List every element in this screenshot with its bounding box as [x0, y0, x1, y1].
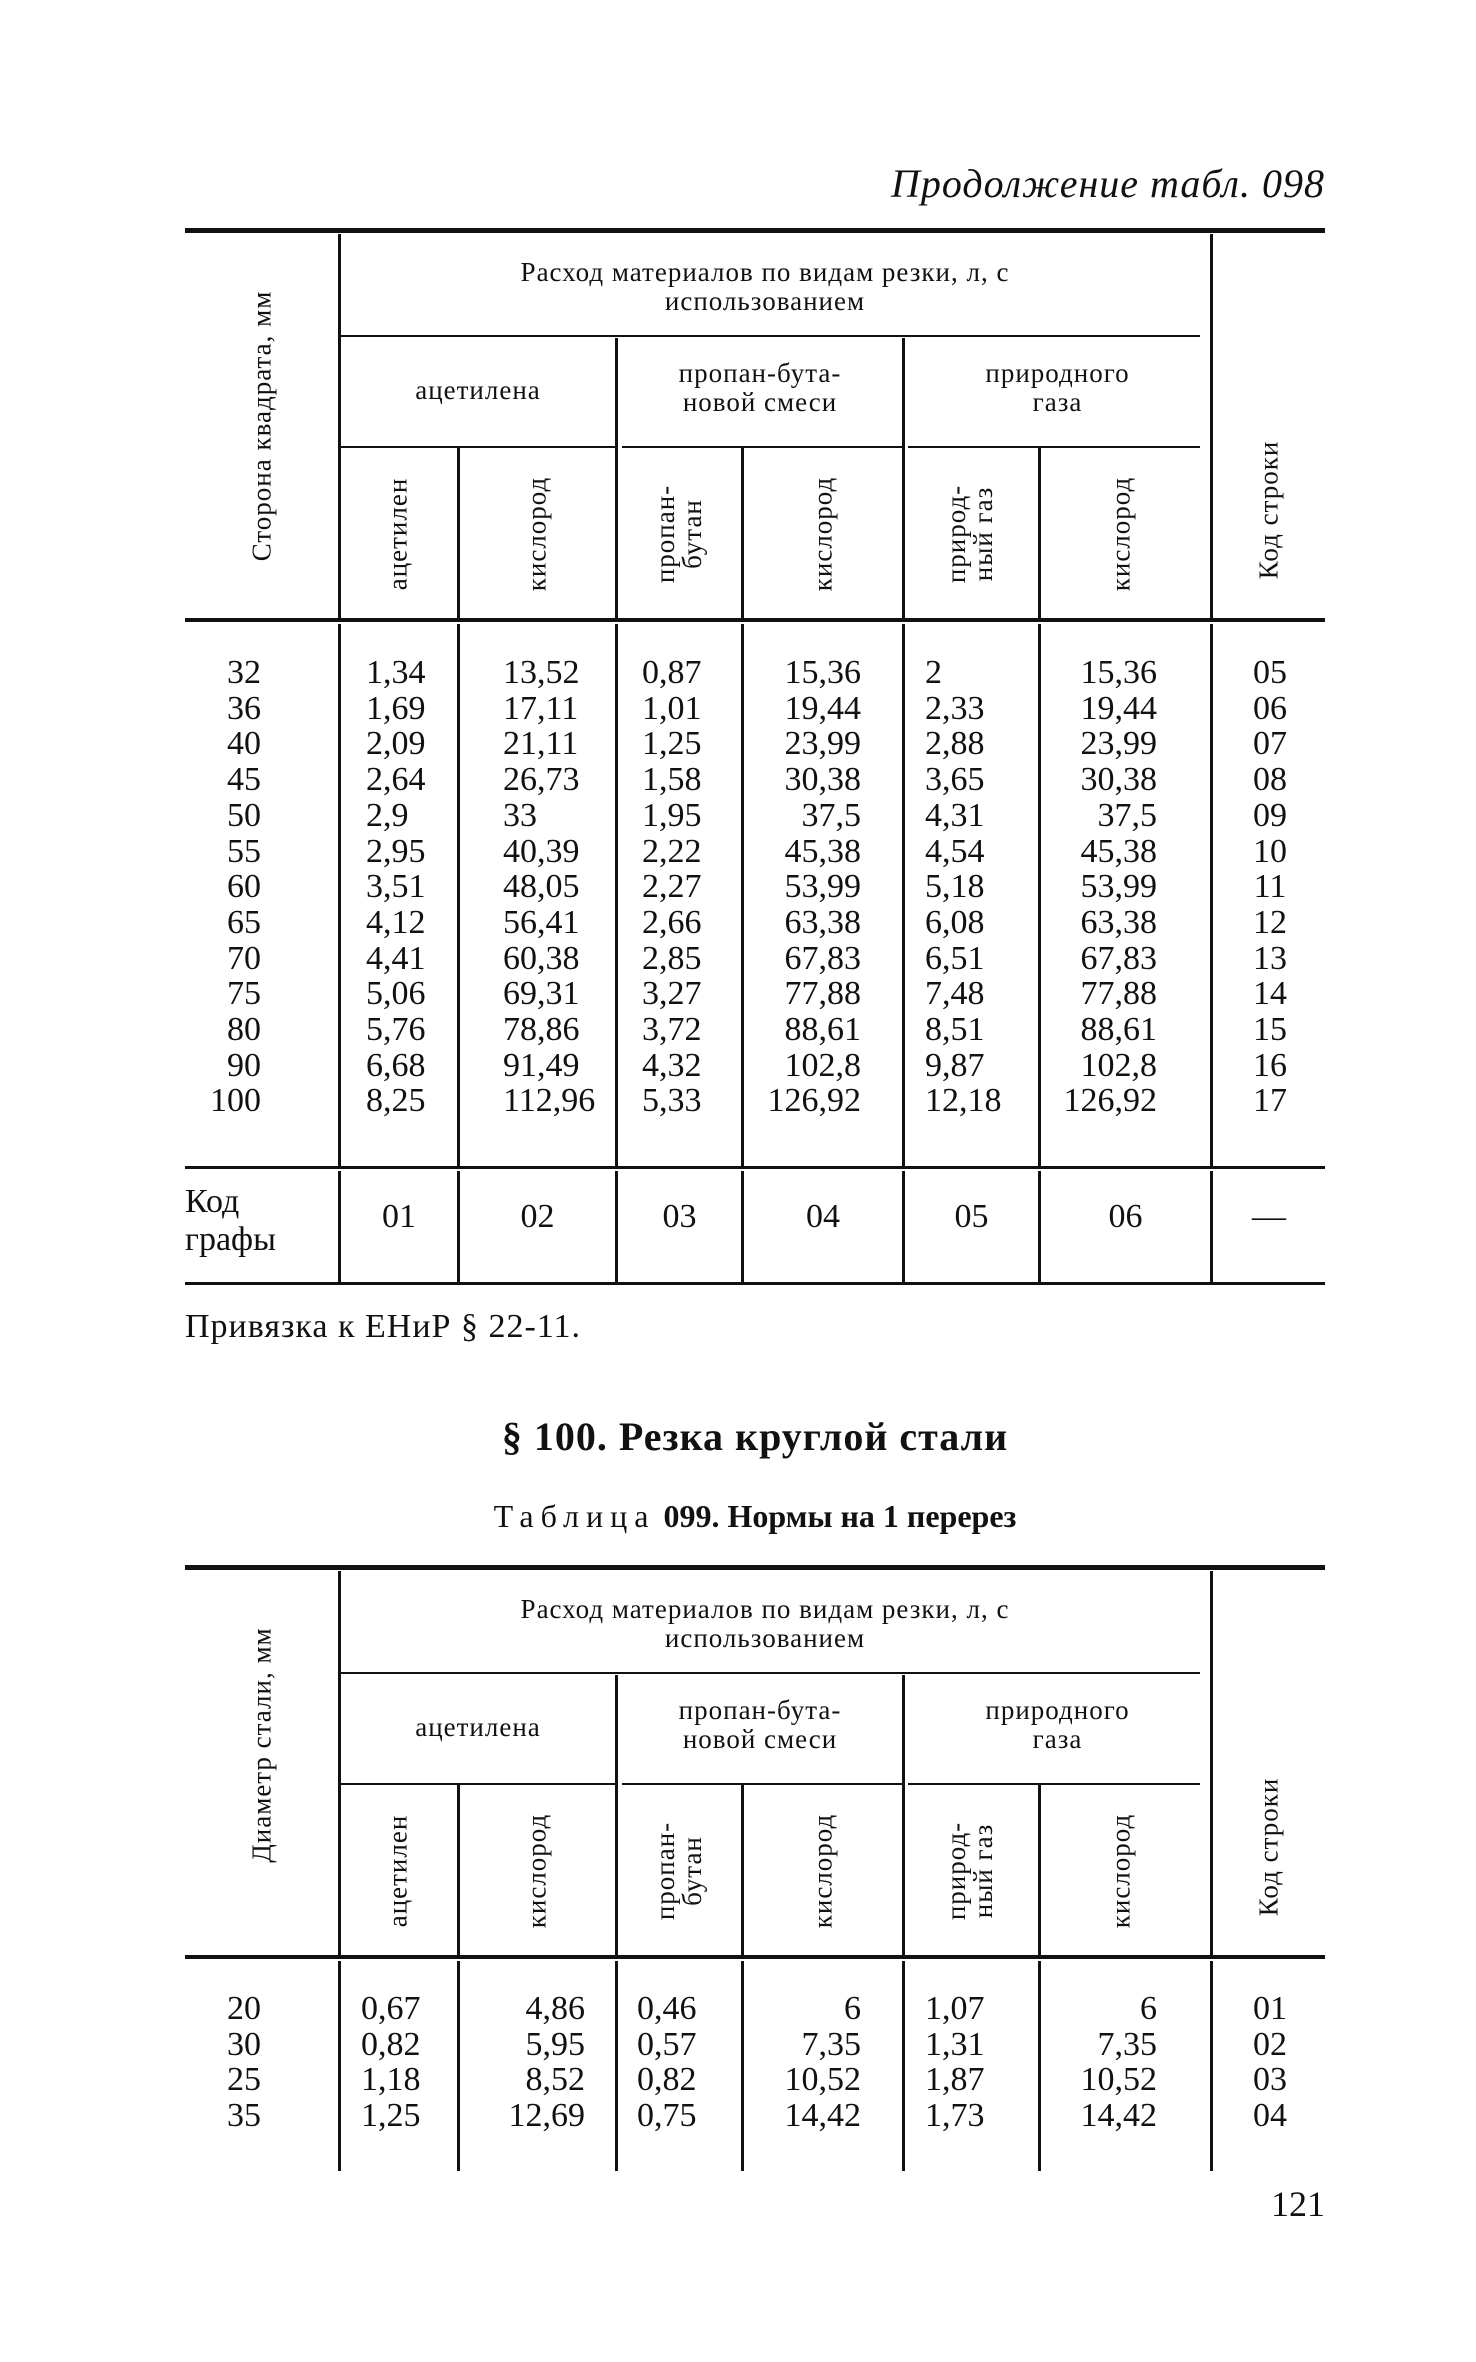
- table-cell: 60: [227, 868, 261, 906]
- table-cell: 03: [1253, 2061, 1287, 2099]
- table-cell: 8,25: [366, 1082, 426, 1120]
- table-cell: 21,11: [503, 725, 579, 763]
- table-cell: 40,39: [503, 832, 580, 870]
- vline-d: [741, 448, 744, 618]
- table-cell: 53,99: [784, 868, 861, 906]
- t2-column-natgas: [925, 1991, 1035, 2134]
- t2-body-vline-f: [1038, 1961, 1041, 2171]
- table-cell: 1,87: [925, 2061, 985, 2099]
- table-bottom-rule: [185, 1282, 1325, 1285]
- table2-top-rule: [185, 1565, 1325, 1570]
- header-bottom-rule: [185, 618, 1325, 622]
- column-oxygen-1: [503, 655, 613, 1119]
- header-col-natgas: природ- ный газ: [941, 484, 998, 584]
- table-cell: 91,49: [503, 1046, 580, 1084]
- table-cell: 2,22: [642, 832, 702, 870]
- table-cell: 9,87: [925, 1046, 985, 1084]
- table-cell: 30,38: [784, 761, 861, 799]
- table-cell: 53,99: [1080, 868, 1157, 906]
- table-cell: 1,07: [925, 1990, 985, 2027]
- footer-code-01: 01: [382, 1198, 416, 1235]
- header-col-oxygen-1: кислород: [521, 476, 552, 592]
- body-vline-a: [338, 624, 341, 1166]
- table-cell: 23,99: [1080, 725, 1157, 763]
- t2-body-vline-e: [902, 1961, 905, 2171]
- table-cell: 25: [227, 2061, 261, 2099]
- table-cell: 7,35: [801, 2025, 861, 2063]
- body-vline-d: [741, 624, 744, 1166]
- table-cell: 6,68: [366, 1046, 426, 1084]
- table-cell: 0,82: [361, 2025, 421, 2063]
- table-cell: 14: [1253, 975, 1287, 1013]
- table-cell: 36: [227, 689, 261, 727]
- table-cell: 14,42: [1080, 2097, 1157, 2135]
- t2-sub-underline-3: [908, 1783, 1200, 1785]
- t2-header-sub-natgas: природного газа: [985, 1695, 1130, 1754]
- t2-body-vline-b: [457, 1961, 460, 2171]
- table-cell: 06: [1253, 689, 1287, 727]
- table-cell: 30: [227, 2025, 261, 2063]
- table-cell: 32: [227, 654, 261, 691]
- table-cell: 02: [1253, 2025, 1287, 2063]
- sub-underline-3: [908, 446, 1200, 448]
- table-cell: 60,38: [503, 939, 580, 977]
- table-cell: 102,8: [784, 1046, 861, 1084]
- table-cell: 102,8: [1080, 1046, 1157, 1084]
- t2-column-diameter: [185, 1991, 261, 2134]
- footer-code-05: 05: [954, 1198, 989, 1235]
- page-number: 121: [1271, 2184, 1325, 2224]
- table-cell: 13: [1253, 939, 1287, 977]
- table-cell: 12,69: [508, 2097, 585, 2135]
- table-cell: 48,05: [503, 868, 580, 906]
- table-cell: 45,38: [1080, 832, 1157, 870]
- header-col-oxygen-3: кислород: [1105, 476, 1136, 592]
- t2-vline-d: [741, 1785, 744, 1955]
- group-underline: [338, 335, 1200, 337]
- table-cell: 2,85: [642, 939, 702, 977]
- header-row-code: Код строки: [1253, 440, 1284, 580]
- body-vline-g: [1210, 624, 1213, 1166]
- header-sub-acetylene: ацетилена: [415, 375, 541, 405]
- footer-code-03: 03: [662, 1198, 697, 1235]
- t2-header-col-natgas: природ- ный газ: [941, 1821, 998, 1921]
- header-side-length: Сторона квадрата, мм: [246, 290, 277, 562]
- table-cell: 6: [1140, 1990, 1157, 2027]
- body-vline-c: [615, 624, 618, 1166]
- header-group: Расход материалов по видам резки, л, с использованием: [520, 257, 1010, 316]
- sub-underline-1: [338, 446, 615, 448]
- table-cell: 19,44: [784, 689, 861, 727]
- table-cell: 55: [227, 832, 261, 870]
- table-cell: 70: [227, 939, 261, 977]
- table-cell: 30,38: [1080, 761, 1157, 799]
- table-cell: 8,51: [925, 1011, 985, 1049]
- table-cell: 69,31: [503, 975, 580, 1013]
- table-cell: 0,67: [361, 1990, 421, 2027]
- table-continuation-caption: Продолжение табл. 098: [890, 161, 1325, 206]
- table-cell: 08: [1253, 761, 1287, 799]
- table-cell: 7,48: [925, 975, 985, 1013]
- sub-underline-2: [622, 446, 902, 448]
- t2-vline-f: [1038, 1785, 1041, 1955]
- footer-code-04: 04: [806, 1198, 840, 1235]
- table-cell: 8,52: [525, 2061, 585, 2099]
- table-cell: 2,95: [366, 832, 426, 870]
- table-cell: 11: [1253, 868, 1287, 906]
- table-cell: 5,76: [366, 1011, 426, 1049]
- vline-g: [1210, 234, 1213, 618]
- table-cell: 67,83: [784, 939, 861, 977]
- table-cell: 45: [227, 761, 261, 799]
- table-cell: 77,88: [1080, 975, 1157, 1013]
- header-col-oxygen-2: кислород: [807, 476, 838, 592]
- header-sub-propane: пропан-бута- новой смеси: [678, 358, 842, 417]
- table-cell: 19,44: [1080, 689, 1157, 727]
- table-cell: 78,86: [503, 1011, 580, 1049]
- t2-column-acetylene: [361, 1991, 451, 2134]
- t2-header-diameter: Диаметр стали, мм: [246, 1627, 277, 1863]
- table-cell: 6,51: [925, 939, 985, 977]
- table-cell: 10,52: [1080, 2061, 1157, 2099]
- t2-column-oxygen-1: [475, 1991, 585, 2134]
- column-row-code: [1215, 655, 1325, 1119]
- t2-header-col-acetylene: ацетилен: [382, 1814, 413, 1928]
- table-cell: 1,58: [642, 761, 702, 799]
- table-cell: 0,75: [637, 2097, 697, 2135]
- t2-column-oxygen-2: [747, 1991, 861, 2134]
- table-cell: 4,12: [366, 903, 426, 941]
- table-cell: 50: [227, 796, 261, 834]
- t2-header-sub-acetylene: ацетилена: [415, 1712, 541, 1742]
- table-cell: 2,33: [925, 689, 985, 727]
- t2-body-vline-a: [338, 1961, 341, 2171]
- table-cell: 126,92: [1063, 1082, 1157, 1120]
- table-cell: 05: [1253, 654, 1287, 691]
- reference-note: Привязка к ЕНиР § 22-11.: [185, 1308, 582, 1345]
- body-vline-b: [457, 624, 460, 1166]
- table-cell: 90: [227, 1046, 261, 1084]
- table-cell: 2,64: [366, 761, 426, 799]
- column-natgas: [925, 655, 1035, 1119]
- table-cell: 07: [1253, 725, 1287, 763]
- header-col-propane: пропан- бутан: [650, 484, 707, 584]
- table-cell: 2,27: [642, 868, 702, 906]
- t2-vline-b: [457, 1785, 460, 1955]
- table-cell: 16: [1253, 1046, 1287, 1084]
- table-cell: 35: [227, 2097, 261, 2135]
- table-cell: 37,5: [801, 796, 861, 834]
- table-cell: 65: [227, 903, 261, 941]
- table-cell: 126,92: [767, 1082, 861, 1120]
- table-cell: 45,38: [784, 832, 861, 870]
- footer-label: Код графы: [185, 1183, 276, 1258]
- t2-body-vline-c: [615, 1961, 618, 2171]
- footer-top-rule: [185, 1166, 1325, 1169]
- t2-vline-a: [338, 1571, 341, 1955]
- t2-sub-underline-2: [622, 1783, 902, 1785]
- table-cell: 2,88: [925, 725, 985, 763]
- table-cell: 63,38: [1080, 903, 1157, 941]
- table-cell: 4,32: [642, 1046, 702, 1084]
- table-cell: 2,66: [642, 903, 702, 941]
- t2-column-propane: [637, 1991, 732, 2134]
- table-cell: 12,18: [925, 1082, 1002, 1120]
- table-cell: 1,25: [361, 2097, 421, 2135]
- body-vline-f: [1038, 624, 1041, 1166]
- table-cell: 1,73: [925, 2097, 985, 2135]
- t2-column-oxygen-3: [1045, 1991, 1157, 2134]
- table-cell: 1,95: [642, 796, 702, 834]
- table-cell: 5,33: [642, 1082, 702, 1120]
- table-cell: 1,31: [925, 2025, 985, 2063]
- caption-prefix: Таблица: [493, 1498, 656, 1534]
- body-vline-e: [902, 624, 905, 1166]
- table-cell: 5,95: [525, 2025, 585, 2063]
- table-cell: 0,46: [637, 1990, 697, 2027]
- vline-a: [338, 234, 341, 618]
- table-cell: 88,61: [784, 1011, 861, 1049]
- t2-header-sub-propane: пропан-бута- новой смеси: [678, 1695, 842, 1754]
- table-cell: 4,41: [366, 939, 426, 977]
- column-propane: [642, 655, 737, 1119]
- t2-column-row-code: [1215, 1991, 1325, 2134]
- table-cell: 5,06: [366, 975, 426, 1013]
- table-cell: 2,9: [366, 796, 409, 834]
- table-cell: 1,69: [366, 689, 426, 727]
- vline-b: [457, 448, 460, 618]
- table-cell: 15: [1253, 1011, 1287, 1049]
- footer-code-02: 02: [520, 1198, 555, 1235]
- header-sub-natgas: природного газа: [985, 358, 1130, 417]
- column-side-length: [185, 655, 261, 1119]
- t2-header-row-code: Код строки: [1253, 1777, 1284, 1917]
- table-cell: 33: [503, 796, 537, 834]
- t2-header-col-propane: пропан- бутан: [650, 1821, 707, 1921]
- table-cell: 23,99: [784, 725, 861, 763]
- table-cell: 2,09: [366, 725, 426, 763]
- table-099: [185, 1565, 1325, 2175]
- table-cell: 3,51: [366, 868, 426, 906]
- table-cell: 80: [227, 1011, 261, 1049]
- t2-header-group: Расход материалов по видам резки, л, с использованием: [520, 1594, 1010, 1653]
- t2-sub-underline-1: [338, 1783, 615, 1785]
- header-col-acetylene: ацетилен: [382, 477, 413, 591]
- column-oxygen-2: [747, 655, 861, 1119]
- t2-body-vline-g: [1210, 1961, 1213, 2171]
- footer-code-06: 06: [1108, 1198, 1143, 1235]
- table-cell: 75: [227, 975, 261, 1013]
- table-cell: 15,36: [784, 654, 861, 691]
- table-cell: 01: [1253, 1990, 1287, 2027]
- table-cell: 10: [1253, 832, 1287, 870]
- table-cell: 40: [227, 725, 261, 763]
- table-cell: 26,73: [503, 761, 580, 799]
- table-cell: 7,35: [1097, 2025, 1157, 2063]
- t2-header-col-oxygen-2: кислород: [807, 1813, 838, 1929]
- table-cell: 1,34: [366, 654, 426, 691]
- table2-header-bottom-rule: [185, 1955, 1325, 1959]
- table-cell: 1,01: [642, 689, 702, 727]
- table-cell: 6: [844, 1990, 861, 2027]
- table-cell: 0,57: [637, 2025, 697, 2063]
- table-cell: 0,82: [637, 2061, 697, 2099]
- table-cell: 20: [227, 1990, 261, 2027]
- table-cell: 04: [1253, 2097, 1287, 2135]
- t2-group-underline: [338, 1672, 1200, 1674]
- table-cell: 14,42: [784, 2097, 861, 2135]
- table-cell: 67,83: [1080, 939, 1157, 977]
- table-cell: 13,52: [503, 654, 580, 691]
- table-cell: 88,61: [1080, 1011, 1157, 1049]
- table-cell: 0,87: [642, 654, 702, 691]
- table-cell: 4,86: [525, 1990, 585, 2027]
- table-098: [185, 228, 1325, 1288]
- vline-f: [1038, 448, 1041, 618]
- t2-header-col-oxygen-1: кислород: [521, 1813, 552, 1929]
- table-cell: 37,5: [1097, 796, 1157, 834]
- table-cell: 3,72: [642, 1011, 702, 1049]
- table-cell: 17,11: [503, 689, 579, 727]
- table-cell: 100: [210, 1082, 261, 1120]
- table-cell: 2: [925, 654, 942, 691]
- table-cell: 5,18: [925, 868, 985, 906]
- t2-body-vline-d: [741, 1961, 744, 2171]
- table-cell: 3,27: [642, 975, 702, 1013]
- table-cell: 15,36: [1080, 654, 1157, 691]
- table-cell: 56,41: [503, 903, 580, 941]
- table-cell: 09: [1253, 796, 1287, 834]
- table-cell: 1,25: [642, 725, 702, 763]
- footer-code-dash: —: [1252, 1198, 1286, 1235]
- t2-header-col-oxygen-3: кислород: [1105, 1813, 1136, 1929]
- table-cell: 12: [1253, 903, 1287, 941]
- table-cell: 10,52: [784, 2061, 861, 2099]
- column-acetylene: [366, 655, 456, 1119]
- table-cell: 4,54: [925, 832, 985, 870]
- table-cell: 6,08: [925, 903, 985, 941]
- table-cell: 4,31: [925, 796, 985, 834]
- table-cell: 17: [1253, 1082, 1287, 1120]
- section-title: § 100. Резка круглой стали: [501, 1414, 1009, 1459]
- table-cell: 77,88: [784, 975, 861, 1013]
- table-cell: 3,65: [925, 761, 985, 799]
- column-oxygen-3: [1045, 655, 1157, 1119]
- table-cell: 112,96: [503, 1082, 596, 1120]
- t2-vline-g: [1210, 1571, 1213, 1955]
- table-cell: 63,38: [784, 903, 861, 941]
- table-099-caption: [185, 1498, 1325, 1535]
- table-top-rule: [185, 228, 1325, 233]
- table-cell: 1,18: [361, 2061, 421, 2099]
- caption-rest: 099. Нормы на 1 перерез: [663, 1498, 1017, 1534]
